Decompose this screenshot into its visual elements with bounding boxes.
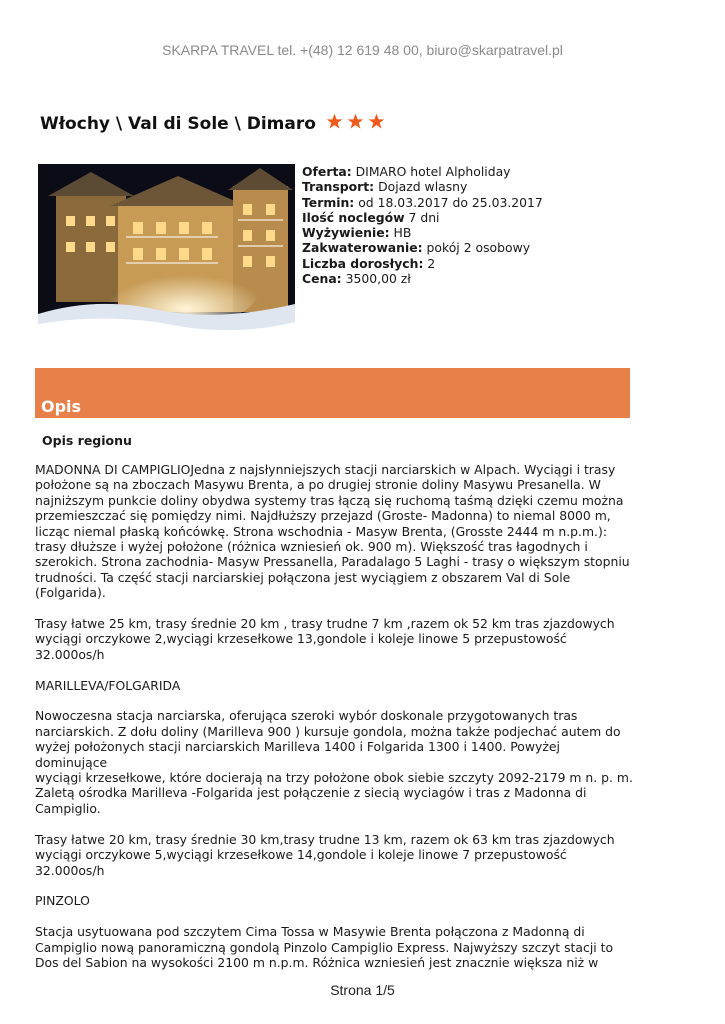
offer-label: Wyżywienie: (302, 225, 390, 241)
offer-row (302, 240, 543, 255)
offer-row (302, 179, 543, 194)
hotel-photo (38, 164, 295, 336)
star-icon (347, 113, 364, 130)
star-icon (368, 113, 385, 130)
paragraph: MADONNA DI CAMPIGLIOJedna z najsłynniejszych stacji narciarskich w Alpach. Wyciągi i trasy położone są na zboczach Masywu Brenta, a po drugiej stronie doliny Masywu Presanella. W najniższym punkcie doliny obydwa systemy tras łączą się ruchomą taśmą dzięki czemu można przemieszczać się pomiędzy nimi. Najdłuższy przejazd (Groste- Madonna) to niemal 8000 m, licząc niemal płaską końcówkę. Strona wschodnia - Masyw Brenta, (Grosste 2444 m n.p.m.): trasy dłuższe i wyżej położone (różnica wzniesień ok. 900 m). Większość tras łagodnych i szerokich. Strona zachodnia- Masyw Pressanella, Paradalago 5 Laghi - trasy o większym stopniu trudności. Ta część stacji narciarskiej połączona jest wyciągiem z obszarem Val di Sole (Folgarida). (35, 462, 630, 601)
offer-label: Cena: (302, 271, 342, 287)
offer-value: 7 dni (408, 209, 440, 225)
offer-row (302, 210, 543, 225)
offer-value: HB (393, 225, 412, 241)
paragraph: Trasy łatwe 20 km, trasy średnie 30 km,trasy trudne 13 km, razem ok 63 km tras zjazdowych wyciągi orczykowe 5,wyciągi krzesełkowe 14,gondole i koleje linowe 7 przepustowość 32.000os/h (35, 831, 615, 878)
offer-value: 3500,00 zł (345, 271, 411, 287)
offer-value: pokój 2 osobowy (426, 240, 531, 256)
paragraph: MARILLEVA/FOLGARIDA (35, 677, 181, 693)
offer-value: od 18.03.2017 do 25.03.2017 (358, 194, 543, 210)
section-title: Opis (41, 397, 82, 416)
paragraph: Stacja usytuowana pod szczytem Cima Tossa w Masywie Brenta połączona z Madonną di Campiglio nową panoramiczną gondolą Pinzolo Campiglio Express. Najwyższy szczyt stacji to Dos del Sabion na wysokości 2100 m n.p.m. Różnica wzniesień jest znacznie większa niż w (35, 924, 614, 970)
offer-label: Liczba dorosłych: (302, 255, 424, 271)
offer-label: Transport: (302, 179, 375, 195)
title-row (40, 114, 389, 134)
page-number: Strona 1/5 (330, 982, 395, 998)
region-subheading: Opis regionu (42, 433, 132, 448)
offer-row (302, 195, 543, 210)
offer-row (302, 164, 543, 179)
offer-row (302, 256, 543, 271)
offer-label: Termin: (302, 194, 355, 210)
section-header-bar (35, 368, 630, 418)
offer-value: 2 (427, 255, 436, 271)
offer-label: Ilość noclegów (302, 209, 405, 225)
offer-row (302, 271, 543, 286)
region-description (35, 462, 635, 986)
offer-label: Zakwaterowanie: (302, 240, 423, 256)
paragraph: PINZOLO (35, 893, 90, 909)
offer-value: DIMARO hotel Alpholiday (355, 164, 511, 179)
offer-details (302, 164, 543, 286)
contact-header: SKARPA TRAVEL tel. +(48) 12 619 48 00, biuro@skarpatravel.pl (162, 42, 563, 58)
offer-row (302, 225, 543, 240)
offer-value: Dojazd wlasny (378, 179, 468, 195)
offer-label: Oferta: (302, 164, 352, 179)
paragraph: Trasy łatwe 25 km, trasy średnie 20 km , trasy trudne 7 km ,razem ok 52 km tras zjazdowych wyciągi orczykowe 2,wyciągi krzesełkowe 13,gondole i koleje linowe 5 przepustowość 32.000os/h (35, 616, 615, 662)
star-rating (326, 113, 389, 130)
page-title: Włochy \ Val di Sole \ Dimaro (40, 114, 316, 134)
paragraph: Nowoczesna stacja narciarska, oferująca szeroki wybór doskonale przygotowanych tras narciarskich. Z dołu doliny (Marilleva 900 ) kursuje gondola, można także podjechać autem do wyżej położonych stacji narciarskich Marilleva 1400 i Folgarida 1300 i 1400. Powyżej dominujące wyciągi krzesełkowe, które docierają na trzy położone obok siebie szczyty 2092-2179 m n. p. m. Zaletą ośrodka Marilleva -Folgarida jest połączenie z siecią wyciagów i tras z Madonna di Campiglio. (35, 708, 633, 816)
star-icon (326, 113, 343, 130)
